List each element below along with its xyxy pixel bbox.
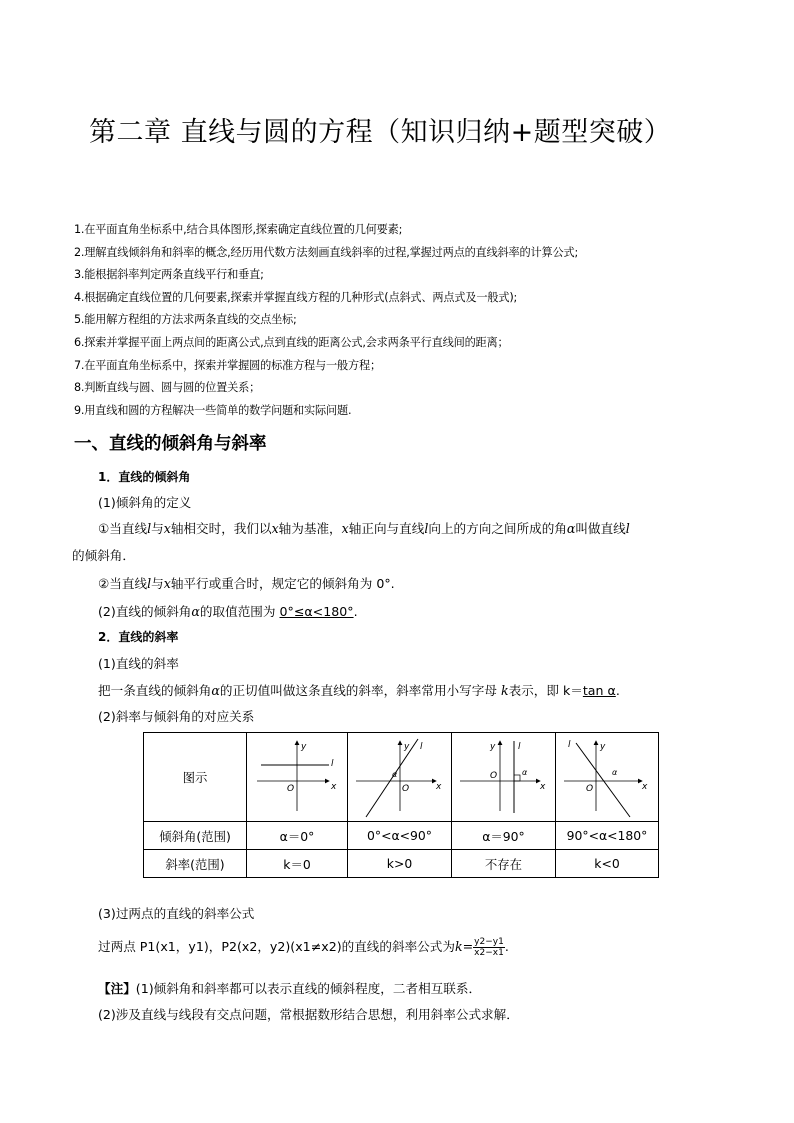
definition-heading: (1)倾斜角的定义 <box>98 495 192 510</box>
graph-horizontal-svg <box>247 733 347 821</box>
slope-cell: k＝0 <box>247 850 348 878</box>
subsection-heading-slope: 2．直线的斜率 <box>98 630 179 644</box>
slope-heading: (1)直线的斜率 <box>98 656 179 671</box>
slope-cell: 不存在 <box>452 850 556 878</box>
l-label: l <box>420 742 423 752</box>
angle-cell: α＝90° <box>452 822 556 850</box>
objective-item: 7.在平面直角坐标系中，探索并掌握圆的标准方程与一般方程； <box>74 358 381 372</box>
formula-heading: (3)过两点的直线的斜率公式 <box>98 906 255 921</box>
x-label: x <box>642 782 648 792</box>
x-label: x <box>436 782 442 792</box>
graph-obtuse <box>556 733 659 822</box>
graph-acute-svg <box>348 733 451 821</box>
definition-paragraph-b: ②当直线l与x轴平行或重合时，规定它的倾斜角为 0°. <box>98 576 395 591</box>
slope-angle-table <box>143 732 659 878</box>
note-1: 【注】(1)倾斜角和斜率都可以表示直线的倾斜程度，二者相互联系． <box>98 981 482 996</box>
note-2: (2)涉及直线与线段有交点问题，常根据数形结合思想，利用斜率公式求解． <box>98 1007 519 1022</box>
graph-horizontal <box>247 733 348 822</box>
graph-acute <box>348 733 452 822</box>
y-label: y <box>490 742 496 752</box>
origin-label: O <box>490 771 498 781</box>
slope-fraction: $\frac{y2-y1}{x2-x1}$ <box>474 937 504 958</box>
y-label: y <box>404 742 410 752</box>
objective-item: 9.用直线和圆的方程解决一些简单的数学问题和实际问题. <box>74 403 352 417</box>
l-label: l <box>568 740 571 750</box>
angle-cell: 0°<α<90° <box>348 822 452 850</box>
page-title: 第二章 直线与圆的方程（知识归纳+题型突破） <box>89 117 672 148</box>
objective-item: 6.探索并掌握平面上两点间的距离公式,点到直线的距离公式,会求两条平行直线间的距离； <box>74 335 509 349</box>
angle-cell: α＝0° <box>247 822 348 850</box>
range-paragraph: (2)直线的倾斜角α的取值范围为 0°≤α<180°. <box>98 604 358 619</box>
y-label: y <box>301 742 307 752</box>
subsection-heading-inclination: 1．直线的倾斜角 <box>98 470 191 484</box>
line-l <box>576 743 630 817</box>
slope-definition: 把一条直线的倾斜角α的正切值叫做这条直线的斜率，斜率常用小写字母 k表示，即 k＝tan α. <box>98 683 620 698</box>
alpha-label: α <box>392 770 398 779</box>
objective-item: 3.能根据斜率判定两条直线平行和垂直; <box>74 268 264 282</box>
objective-item: 2.理解直线倾斜角和斜率的概念,经历用代数方法刻画直线斜率的过程,掌握过两点的直线斜率的计算公式; <box>74 245 579 259</box>
objective-item: 5.能用解方程组的方法求两条直线的交点坐标; <box>74 313 297 327</box>
section-heading: 一、直线的倾斜角与斜率 <box>74 434 267 454</box>
l-label: l <box>518 742 521 752</box>
objective-item: 1.在平面直角坐标系中,结合具体图形,探索确定直线位置的几何要素; <box>74 223 403 236</box>
objective-item: 8.判断直线与圆、圆与圆的位置关系； <box>74 381 261 395</box>
origin-label: O <box>402 784 410 794</box>
row-label-slope: 斜率(范围) <box>144 850 247 878</box>
slope-cell: k>0 <box>348 850 452 878</box>
y-label: y <box>600 742 606 752</box>
graph-vertical <box>452 733 556 822</box>
origin-label: O <box>586 784 594 794</box>
definition-paragraph-a: ①当直线l与x轴相交时，我们以x轴为基准，x轴正向与直线l向上的方向之间所成的角α叫做直线l <box>98 521 630 536</box>
angle-cell: 90°<α<180° <box>556 822 659 850</box>
relation-heading: (2)斜率与倾斜角的对应关系 <box>98 709 255 724</box>
row-label-figure: 图示 <box>144 733 247 822</box>
graph-vertical-svg <box>452 733 555 821</box>
alpha-label: α <box>522 768 528 777</box>
l-label: l <box>331 759 334 769</box>
x-label: x <box>540 782 546 792</box>
row-label-angle: 倾斜角(范围) <box>144 822 247 850</box>
graph-obtuse-svg <box>556 733 658 821</box>
slope-formula: 过两点 P1(x1，y1)，P2(x2，y2)(x1≠x2)的直线的斜率公式为k= $\frac{y2-y1}{x2-x1}$ . <box>98 937 509 958</box>
x-label: x <box>331 782 337 792</box>
learning-objectives <box>74 219 734 422</box>
alpha-label: α <box>612 768 618 777</box>
slope-cell: k<0 <box>556 850 659 878</box>
origin-label: O <box>287 784 295 794</box>
right-angle-mark <box>514 775 520 781</box>
objective-item: 4.根据确定直线位置的几何要素,探索并掌握直线方程的几种形式(点斜式、两点式及一般式); <box>74 290 518 304</box>
definition-paragraph-a-cont: 的倾斜角． <box>72 548 135 563</box>
